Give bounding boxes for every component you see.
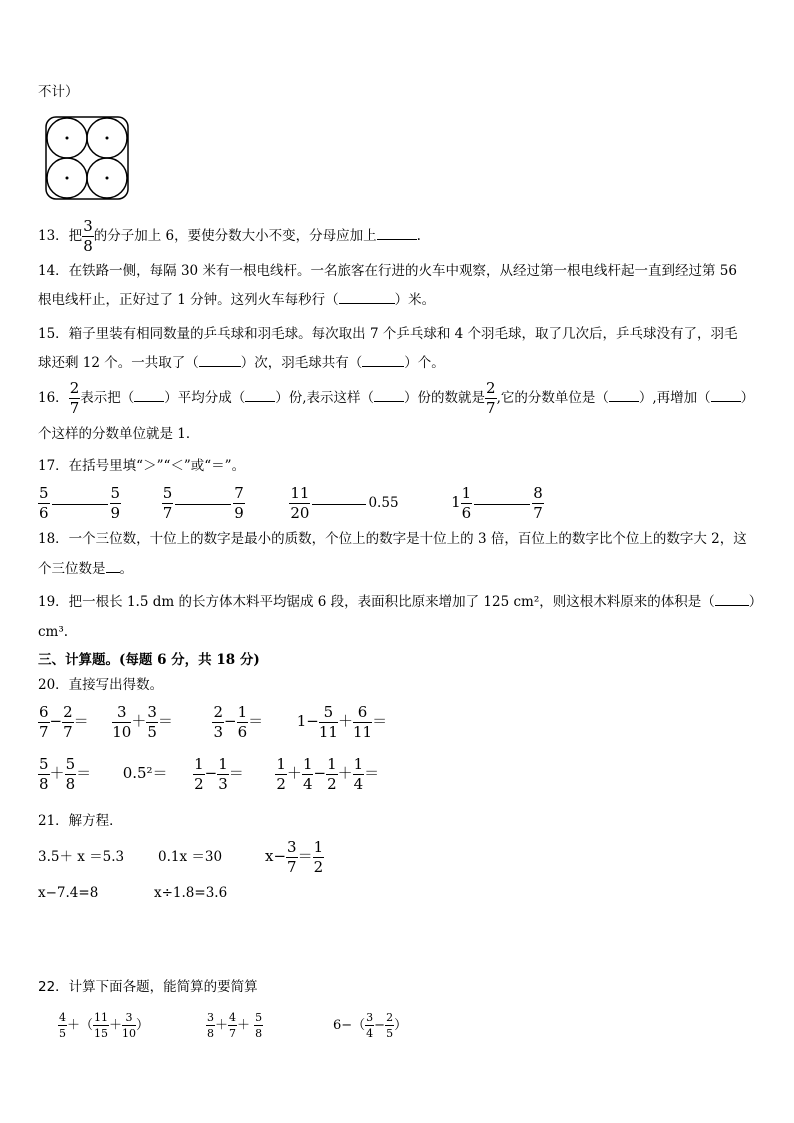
calc-1: $\frac{4}{5}$ ＋（ $\frac{11}{15}$ ＋ $\frac{3}{10}$ ） [59, 1011, 150, 1040]
expr: 1− $\frac{5}{11}$ ＋ $\frac{6}{11}$ ＝ [296, 702, 388, 741]
equation-5: x÷1.8=3.6 [154, 885, 228, 901]
square-box [46, 117, 128, 199]
question-19-line-2: cm³. [38, 624, 69, 640]
question-18-line-1: 18．一个三位数，十位上的数字是最小的质数，个位上的数字是十位上的 3 倍，百位上的数字比个位上的数字大 2，这 [38, 531, 747, 547]
answer-blank[interactable] [362, 354, 404, 367]
answer-blank[interactable] [134, 389, 164, 402]
question-16-line-2: 个这样的分数单位就是 1． [38, 426, 200, 442]
compare-item-4: 1 $\frac{1}{6}$ $\frac{8}{7}$ [451, 484, 543, 522]
equation-3: x− $\frac{3}{7}$ ＝ $\frac{1}{2}$ [265, 837, 324, 876]
section-3-heading: 三、计算题。(每题 6 分，共 18 分) [38, 652, 260, 668]
question-19-line-1: 19．把一根长 1.5 dm 的长方体木料平均锯成 6 段，表面积比原来增加了 125 cm²，则这根木料原来的体积是（ ） [38, 594, 763, 610]
fraction: $\frac{3}{8}$ [83, 217, 93, 255]
calc-3: 6−（ $\frac{3}{4}$ − $\frac{2}{5}$ ） [333, 1011, 408, 1040]
fraction: $\frac{2}{7}$ [69, 379, 80, 417]
answer-blank[interactable] [711, 389, 741, 402]
fraction: $\frac{2}{7}$ [486, 379, 496, 417]
equation-1: 3.5＋ x ＝5.3 [38, 849, 125, 865]
question-20-title: 20．直接写出得数。 [38, 677, 164, 693]
question-16-line-1: 16． $\frac{2}{7}$ 表示把（ ）平均分成（ ）份,表示这样（ ）份的数就是 $\frac{2}{7}$ ,它的分数单位是（ ）,再增加（ ） [38, 379, 755, 417]
question-20-row-2 [38, 752, 379, 794]
continued-text: 不计） [38, 84, 79, 100]
four-circles-diagram [44, 115, 134, 203]
question-22-title: 22．计算下面各题，能简算的要简算 [38, 979, 258, 995]
answer-blank[interactable] [715, 593, 749, 606]
question-13: 13．把 $\frac{3}{8}$ 的分子加上 6，要使分数大小不变，分母应加上 . [38, 217, 421, 255]
equation-4: x−7.4=8 [38, 885, 99, 901]
expr: $\frac{3}{10}$ ＋ $\frac{3}{5}$ ＝ [112, 702, 173, 741]
answer-blank[interactable] [374, 389, 404, 402]
answer-blank[interactable] [377, 227, 417, 240]
equation-2: 0.1x ＝30 [158, 849, 223, 865]
question-18-line-2: 个三位数是 。 [38, 561, 133, 577]
expr: $\frac{1}{2}$ − $\frac{1}{3}$ ＝ [194, 754, 244, 793]
question-14-line-1: 14．在铁路一侧，每隔 30 米有一根电线杆。一名旅客在行进的火车中观察，从经过第一根电线杆起一直到经过第 56 [38, 263, 737, 279]
expr: $\frac{2}{3}$ − $\frac{1}{6}$ ＝ [213, 702, 264, 741]
answer-blank[interactable] [106, 560, 120, 573]
compare-item-1: $\frac{5}{6}$ $\frac{5}{9}$ [39, 484, 121, 522]
expr: $\frac{1}{2}$ ＋ $\frac{1}{4}$ − $\frac{1}{2}$ ＋ $\frac{1}{4}$ ＝ [276, 754, 380, 793]
calc-2: $\frac{3}{8}$ ＋ $\frac{4}{7}$ ＋ $\frac{5}{8}$ [207, 1011, 263, 1040]
answer-blank[interactable] [609, 389, 639, 402]
expr: $\frac{5}{8}$ ＋ $\frac{5}{8}$ ＝ [39, 754, 92, 793]
answer-blank[interactable] [245, 389, 275, 402]
answer-blank[interactable] [199, 354, 241, 367]
question-15-line-1: 15．箱子里装有相同数量的乒乓球和羽毛球。每次取出 7 个乒乓球和 4 个羽毛球，取了几次后，乒乓球没有了，羽毛 [38, 326, 738, 342]
compare-item-3: $\frac{11}{20}$ 0.55 [290, 484, 399, 522]
question-20-row-1 [38, 700, 387, 742]
question-17-row [38, 482, 544, 523]
question-14-line-2: 根电线杆止，正好过了 1 分钟。这列火车每秒行（ ）米。 [38, 292, 436, 308]
question-21-title: 21．解方程． [38, 813, 123, 829]
compare-item-2: $\frac{5}{7}$ $\frac{7}{9}$ [162, 484, 244, 522]
expr: $\frac{6}{7}$ − $\frac{2}{7}$ ＝ [39, 702, 89, 741]
question-15-line-2: 球还剩 12 个。一共取了（ ）次，羽毛球共有（ ）个。 [38, 355, 445, 371]
expr: 0.5²＝ [122, 764, 168, 782]
answer-blank[interactable] [339, 291, 395, 304]
question-17-title: 17．在括号里填“＞”“＜”或“＝”。 [38, 458, 246, 474]
